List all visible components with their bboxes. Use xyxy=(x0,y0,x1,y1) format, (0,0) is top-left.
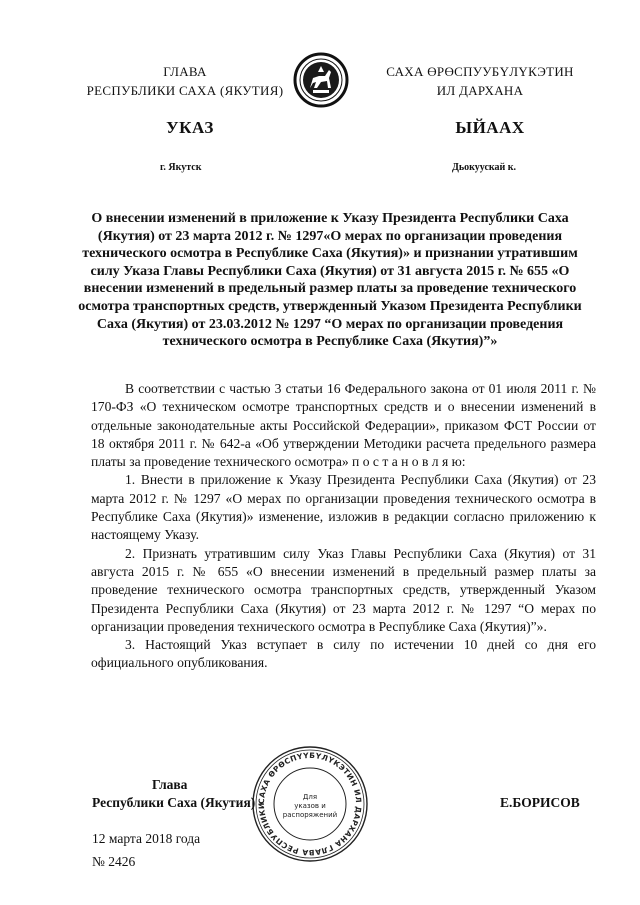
issuer-left-line1: ГЛАВА xyxy=(163,64,207,79)
doc-type-left: УКАЗ xyxy=(166,118,214,137)
item-3-paragraph: 3. Настоящий Указ вступает в силу по истечении 10 дней со дня его официального опубликования. xyxy=(91,637,596,671)
stamp-ring-text: САХА ӨРӨСПҮҮБҮЛҮКЭТИН ИЛ ДАРХАНА ГЛАВА РЕСПУБЛИКИ xyxy=(256,750,364,858)
issuer-left xyxy=(60,62,310,100)
signatory-name: Е.БОРИСОВ xyxy=(500,795,580,810)
doc-type-right: ЫЙААХ xyxy=(455,118,525,137)
decree-number: № 2426 xyxy=(92,854,136,869)
signatory-position-line1: Глава xyxy=(152,777,188,792)
issuer-right-line2: ИЛ ДАРХАНА xyxy=(436,83,524,98)
document-body xyxy=(91,380,596,673)
official-seal-stamp xyxy=(250,744,370,864)
document-title: О внесении изменений в приложение к Указу Президента Республики Саха (Якутия) от 23 марта 2012 г. № 1297«О мерах по организации проведения технического осмотра в Республике Саха (Якутия)» и признании утратившим силу Указа Главы Республики Саха (Якутия) от 31 августа 2015 г. № 655 «О внесении изменений в предельный размер платы за проведение технического осмотра транспортных средств, утвержденный Указом Президента Республики Саха (Якутия) от 23.03.2012 № 1297 “О мерах по организации проведения технического осмотра в Республике Саха (Якутия)”» xyxy=(78,211,582,350)
item-1-paragraph: 1. Внести в приложение к Указу Президента Республики Саха (Якутия) от 23 марта 2012 г. № 1297 «О мерах по организации проведения технического осмотра в Республике Саха (Якутия)» изменение, изложив в редакции согласно приложению к настоящему Указу. xyxy=(91,472,596,543)
decree-date: 12 марта 2018 года xyxy=(92,831,201,846)
city-left: г. Якутск xyxy=(160,162,202,173)
signatory-position-line2: Республики Саха (Якутия) xyxy=(92,795,256,810)
issuer-left-line2: РЕСПУБЛИКИ САХА (ЯКУТИЯ) xyxy=(86,83,284,98)
svg-text:Для: Для xyxy=(302,793,318,801)
coat-of-arms-emblem xyxy=(293,52,349,108)
svg-text:указов и: указов и xyxy=(294,802,326,810)
preamble-paragraph: В соответствии с частью 3 статьи 16 Федерального закона от 01 июля 2011 г. № 170-ФЗ «О техническом осмотре транспортных средств и о внесении изменений в отдельные законодательные акты Российской Федерации», приказом ФСТ России от 18 октября 2011 г. № 642-а «Об утверждении Методики расчета предельного размера платы за проведение технического осмотра» п о с т а н о в л я ю: xyxy=(91,381,596,470)
item-2-paragraph: 2. Признать утратившим силу Указ Главы Республики Саха (Якутия) от 31 августа 2015 г. № 655 «О внесении изменений в предельный размер платы за проведение технического осмотра транспортных средств, утвержденный Указом Президента Республики Саха (Якутия) от 23 марта 2012 г. № 1297 “О мерах по организации проведения технического осмотра в Республике Саха (Якутия)”». xyxy=(91,545,596,634)
svg-text:распоряжений: распоряжений xyxy=(282,811,338,819)
city-right: Дьокуускай к. xyxy=(452,162,517,173)
issuer-right xyxy=(360,62,600,100)
issuer-right-line1: САХА ӨРӨСПУУБҮЛҮКЭТИН xyxy=(386,64,574,79)
